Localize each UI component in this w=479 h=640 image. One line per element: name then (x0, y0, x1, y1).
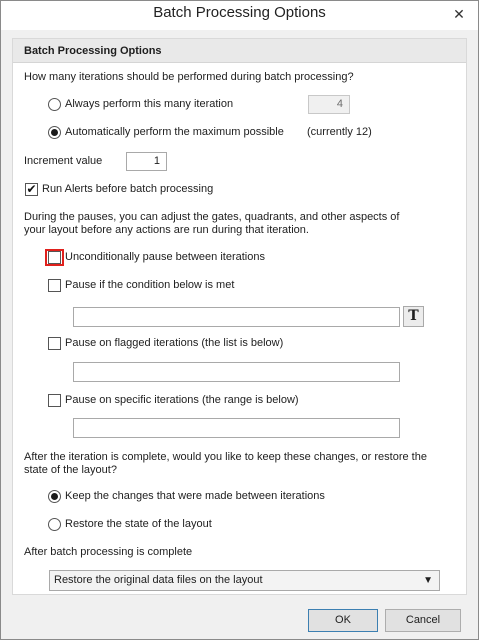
flagged-list-input[interactable] (73, 362, 400, 382)
section-header: Batch Processing Options (13, 39, 466, 63)
keep-changes-label[interactable]: Keep the changes that were made between iterations (65, 490, 325, 502)
chevron-down-icon: ▼ (423, 575, 433, 586)
cancel-button[interactable]: Cancel (385, 609, 461, 632)
after-iteration-question-line1: After the iteration is complete, would you like to keep these changes, or restore the (24, 451, 427, 463)
auto-maximum-radio[interactable] (48, 126, 61, 139)
options-panel (12, 38, 467, 595)
text-format-icon[interactable]: T (403, 306, 424, 327)
title-bar (1, 1, 478, 30)
increment-field[interactable]: 1 (126, 152, 167, 171)
flagged-pause-label[interactable]: Pause on flagged iterations (the list is below) (65, 337, 284, 349)
after-batch-select[interactable] (49, 570, 440, 591)
condition-pause-label[interactable]: Pause if the condition below is met (65, 279, 235, 291)
flagged-pause-checkbox[interactable] (48, 337, 61, 350)
always-perform-label[interactable]: Always perform this many iteration (65, 98, 234, 110)
after-batch-selected-value: Restore the original data files on the layout (54, 574, 263, 586)
run-alerts-checkbox[interactable]: ✔ (26, 182, 37, 196)
window-title: Batch Processing Options (153, 4, 326, 21)
specific-range-input[interactable] (73, 418, 400, 438)
specific-pause-checkbox[interactable] (48, 394, 61, 407)
iterations-question: How many iterations should be performed during batch processing? (24, 71, 354, 83)
close-icon[interactable]: ✕ (453, 6, 465, 22)
restore-layout-label[interactable]: Restore the state of the layout (65, 518, 212, 530)
after-batch-label: After batch processing is complete (24, 546, 193, 558)
keep-changes-radio[interactable] (48, 490, 61, 503)
increment-label: Increment value (24, 155, 103, 167)
condition-input[interactable] (73, 307, 400, 327)
iteration-count-field: 4 (308, 95, 350, 114)
always-perform-radio[interactable] (48, 98, 61, 111)
unconditional-pause-checkbox[interactable] (48, 251, 61, 264)
ok-button[interactable]: OK (308, 609, 378, 632)
specific-pause-label[interactable]: Pause on specific iterations (the range is below) (65, 394, 299, 406)
auto-maximum-label[interactable]: Automatically perform the maximum possible (65, 126, 284, 138)
run-alerts-label[interactable]: Run Alerts before batch processing (42, 183, 214, 195)
pauses-description-line1: During the pauses, you can adjust the gates, quadrants, and other aspects of (24, 211, 400, 223)
restore-layout-radio[interactable] (48, 518, 61, 531)
condition-pause-checkbox[interactable] (48, 279, 61, 292)
pauses-description-line2: your layout before any actions are run during that iteration. (24, 224, 309, 236)
unconditional-pause-label[interactable]: Unconditionally pause between iterations (65, 251, 265, 263)
auto-maximum-note: (currently 12) (307, 126, 372, 138)
after-iteration-question-line2: state of the layout? (24, 464, 117, 476)
